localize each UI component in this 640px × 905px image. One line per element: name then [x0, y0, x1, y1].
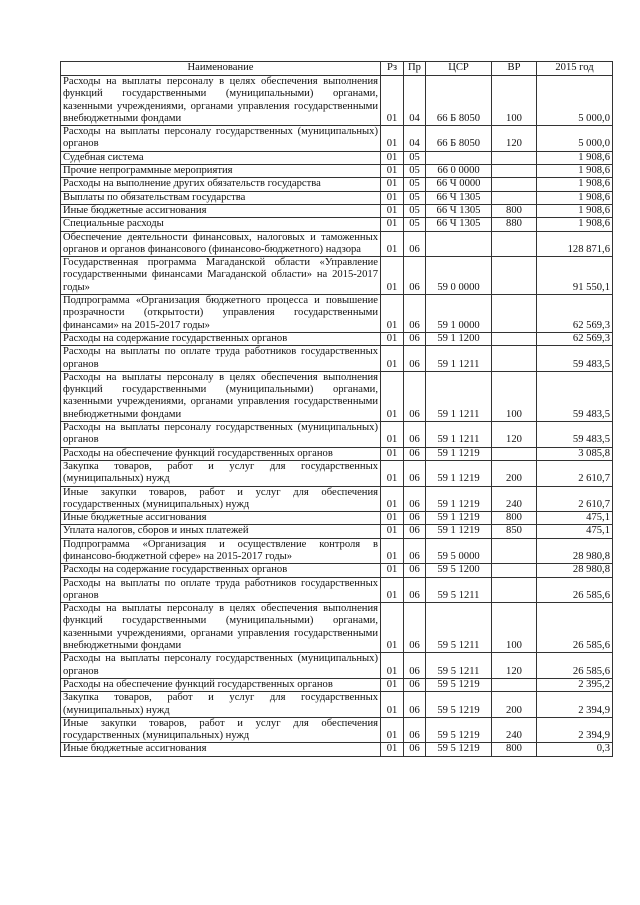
row-name: Расходы на выплаты по оплате труда работников государственных органов	[61, 346, 381, 372]
row-rz: 01	[381, 332, 404, 345]
row-name: Судебная система	[61, 151, 381, 164]
row-name: Расходы на обеспечение функций государственных органов	[61, 678, 381, 691]
row-amount: 26 585,6	[537, 653, 613, 679]
row-pr: 06	[404, 538, 426, 564]
row-name: Государственная программа Магаданской области «Управление государственными финансами Магаданской области» на 2015-2017 годы»	[61, 257, 381, 295]
row-name: Расходы на выплаты персоналу в целях обеспечения выполнения функций государственными (муниципальными) органами, казенными учреждениями, органами управления государственными внебюджетными фондами	[61, 603, 381, 653]
row-amount: 3 085,8	[537, 447, 613, 460]
row-vr	[492, 346, 537, 372]
header-rz: Рз	[381, 62, 404, 76]
row-amount: 2 394,9	[537, 717, 613, 743]
row-amount: 26 585,6	[537, 603, 613, 653]
row-rz: 01	[381, 525, 404, 538]
table-row	[61, 257, 613, 295]
row-name: Специальные расходы	[61, 218, 381, 231]
row-amount: 5 000,0	[537, 76, 613, 126]
row-name: Иные закупки товаров, работ и услуг для обеспечения государственных (муниципальных) нужд	[61, 486, 381, 512]
row-pr: 06	[404, 525, 426, 538]
row-pr: 06	[404, 486, 426, 512]
row-csr: 59 1 1211	[426, 371, 492, 421]
row-vr: 200	[492, 460, 537, 486]
row-rz: 01	[381, 538, 404, 564]
row-csr: 59 5 1219	[426, 743, 492, 756]
table-row	[61, 653, 613, 679]
row-name: Расходы на выплаты персоналу в целях обеспечения выполнения функций государственными (муниципальными) органами, казенными учреждениями, органами управления государственными внебюджетными фондами	[61, 371, 381, 421]
row-amount: 28 980,8	[537, 564, 613, 577]
row-pr: 06	[404, 678, 426, 691]
table-row	[61, 231, 613, 257]
row-name: Расходы на выплаты по оплате труда работников государственных органов	[61, 577, 381, 603]
row-csr: 59 1 1211	[426, 346, 492, 372]
row-rz: 01	[381, 460, 404, 486]
row-amount: 5 000,0	[537, 126, 613, 152]
row-csr: 66 Ч 1305	[426, 218, 492, 231]
row-amount: 62 569,3	[537, 332, 613, 345]
row-rz: 01	[381, 447, 404, 460]
table-row	[61, 717, 613, 743]
table-row	[61, 486, 613, 512]
row-csr: 59 0 0000	[426, 257, 492, 295]
row-csr: 59 1 0000	[426, 295, 492, 333]
row-amount: 59 483,5	[537, 422, 613, 448]
row-vr: 100	[492, 371, 537, 421]
row-vr: 100	[492, 76, 537, 126]
row-rz: 01	[381, 692, 404, 718]
row-pr: 06	[404, 653, 426, 679]
row-rz: 01	[381, 191, 404, 204]
row-vr	[492, 151, 537, 164]
table-row	[61, 512, 613, 525]
table-row	[61, 76, 613, 126]
row-rz: 01	[381, 178, 404, 191]
row-csr: 59 5 1211	[426, 603, 492, 653]
row-vr: 800	[492, 512, 537, 525]
row-amount: 475,1	[537, 512, 613, 525]
header-name: Наименование	[61, 62, 381, 76]
row-csr: 59 5 1219	[426, 717, 492, 743]
row-rz: 01	[381, 76, 404, 126]
row-csr: 59 5 1211	[426, 577, 492, 603]
row-rz: 01	[381, 346, 404, 372]
row-name: Подпрограмма «Организация бюджетного процесса и повышение прозрачности (открытости) управления государственными финансами» на 2015-2017 годы»	[61, 295, 381, 333]
row-pr: 05	[404, 178, 426, 191]
row-amount: 2 610,7	[537, 460, 613, 486]
row-name: Закупка товаров, работ и услуг для государственных (муниципальных) нужд	[61, 692, 381, 718]
table-row	[61, 295, 613, 333]
row-vr	[492, 564, 537, 577]
table-row	[61, 538, 613, 564]
row-pr: 06	[404, 422, 426, 448]
table-row	[61, 126, 613, 152]
row-pr: 06	[404, 371, 426, 421]
row-csr: 66 0 0000	[426, 165, 492, 178]
table-row	[61, 204, 613, 217]
row-name: Расходы на содержание государственных органов	[61, 564, 381, 577]
row-pr: 06	[404, 692, 426, 718]
row-vr	[492, 191, 537, 204]
row-rz: 01	[381, 231, 404, 257]
row-amount: 59 483,5	[537, 346, 613, 372]
row-amount: 1 908,6	[537, 191, 613, 204]
row-vr: 120	[492, 126, 537, 152]
table-body	[61, 76, 613, 757]
row-vr: 120	[492, 422, 537, 448]
row-pr: 06	[404, 717, 426, 743]
row-rz: 01	[381, 126, 404, 152]
row-csr: 66 Ч 0000	[426, 178, 492, 191]
header-year: 2015 год	[537, 62, 613, 76]
row-name: Выплаты по обязательствам государства	[61, 191, 381, 204]
row-pr: 06	[404, 460, 426, 486]
row-vr	[492, 678, 537, 691]
table-row	[61, 678, 613, 691]
row-amount: 475,1	[537, 525, 613, 538]
row-amount: 1 908,6	[537, 178, 613, 191]
row-csr: 59 1 1219	[426, 486, 492, 512]
row-csr: 59 1 1200	[426, 332, 492, 345]
row-pr: 06	[404, 512, 426, 525]
table-row	[61, 603, 613, 653]
row-vr: 850	[492, 525, 537, 538]
row-pr: 06	[404, 295, 426, 333]
row-pr: 06	[404, 577, 426, 603]
table-row	[61, 447, 613, 460]
row-csr: 59 1 1211	[426, 422, 492, 448]
row-csr: 59 5 1219	[426, 692, 492, 718]
row-pr: 04	[404, 76, 426, 126]
row-vr: 240	[492, 486, 537, 512]
header-csr: ЦСР	[426, 62, 492, 76]
row-csr: 66 Ч 1305	[426, 204, 492, 217]
row-rz: 01	[381, 603, 404, 653]
row-amount: 0,3	[537, 743, 613, 756]
row-rz: 01	[381, 564, 404, 577]
row-name: Закупка товаров, работ и услуг для государственных (муниципальных) нужд	[61, 460, 381, 486]
row-name: Расходы на выплаты персоналу государственных (муниципальных) органов	[61, 653, 381, 679]
header-pr: Пр	[404, 62, 426, 76]
row-rz: 01	[381, 577, 404, 603]
table-row	[61, 165, 613, 178]
row-vr: 240	[492, 717, 537, 743]
row-vr	[492, 165, 537, 178]
row-rz: 01	[381, 512, 404, 525]
row-amount: 2 394,9	[537, 692, 613, 718]
row-amount: 59 483,5	[537, 371, 613, 421]
row-name: Расходы на обеспечение функций государственных органов	[61, 447, 381, 460]
row-csr: 59 5 1219	[426, 678, 492, 691]
row-vr	[492, 577, 537, 603]
table-row	[61, 346, 613, 372]
row-amount: 1 908,6	[537, 204, 613, 217]
row-name: Иные бюджетные ассигнования	[61, 512, 381, 525]
row-vr	[492, 447, 537, 460]
row-csr: 59 1 1219	[426, 447, 492, 460]
row-vr: 120	[492, 653, 537, 679]
row-amount: 128 871,6	[537, 231, 613, 257]
document-page	[60, 61, 612, 757]
row-rz: 01	[381, 218, 404, 231]
row-name: Уплата налогов, сборов и иных платежей	[61, 525, 381, 538]
table-row	[61, 525, 613, 538]
row-name: Расходы на выплаты персоналу в целях обеспечения выполнения функций государственными (муниципальными) органами, казенными учреждениями, органами управления государственными внебюджетными фондами	[61, 76, 381, 126]
table-row	[61, 371, 613, 421]
table-row	[61, 577, 613, 603]
header-vr: ВР	[492, 62, 537, 76]
row-rz: 01	[381, 678, 404, 691]
row-name: Расходы на выполнение других обязательств государства	[61, 178, 381, 191]
row-rz: 01	[381, 653, 404, 679]
row-pr: 06	[404, 447, 426, 460]
table-row	[61, 564, 613, 577]
budget-table	[60, 61, 613, 757]
row-vr	[492, 178, 537, 191]
row-rz: 01	[381, 371, 404, 421]
row-rz: 01	[381, 743, 404, 756]
table-row	[61, 332, 613, 345]
row-vr: 800	[492, 204, 537, 217]
row-pr: 06	[404, 332, 426, 345]
row-amount: 91 550,1	[537, 257, 613, 295]
row-pr: 06	[404, 603, 426, 653]
row-vr	[492, 332, 537, 345]
row-amount: 62 569,3	[537, 295, 613, 333]
row-csr: 66 Б 8050	[426, 126, 492, 152]
row-rz: 01	[381, 486, 404, 512]
row-name: Обеспечение деятельности финансовых, налоговых и таможенных органов и органов финансового (финансово-бюджетного) надзора	[61, 231, 381, 257]
table-row	[61, 692, 613, 718]
row-csr: 66 Ч 1305	[426, 191, 492, 204]
row-amount: 1 908,6	[537, 165, 613, 178]
row-pr: 06	[404, 231, 426, 257]
row-pr: 06	[404, 743, 426, 756]
row-name: Подпрограмма «Организация и осуществление контроля в финансово-бюджетной сфере» на 2015-2017 годы»	[61, 538, 381, 564]
row-csr: 66 Б 8050	[426, 76, 492, 126]
row-csr: 59 1 1219	[426, 512, 492, 525]
row-amount: 2 610,7	[537, 486, 613, 512]
row-amount: 1 908,6	[537, 151, 613, 164]
row-vr	[492, 538, 537, 564]
row-vr	[492, 295, 537, 333]
row-vr	[492, 231, 537, 257]
row-name: Иные закупки товаров, работ и услуг для обеспечения государственных (муниципальных) нужд	[61, 717, 381, 743]
row-name: Расходы на выплаты персоналу государственных (муниципальных) органов	[61, 422, 381, 448]
row-pr: 05	[404, 165, 426, 178]
row-rz: 01	[381, 151, 404, 164]
row-rz: 01	[381, 204, 404, 217]
row-name: Расходы на содержание государственных органов	[61, 332, 381, 345]
row-name: Прочие непрограммные мероприятия	[61, 165, 381, 178]
row-amount: 26 585,6	[537, 577, 613, 603]
row-csr: 59 1 1219	[426, 525, 492, 538]
row-vr: 200	[492, 692, 537, 718]
row-pr: 04	[404, 126, 426, 152]
row-rz: 01	[381, 295, 404, 333]
row-rz: 01	[381, 717, 404, 743]
table-row	[61, 743, 613, 756]
row-vr: 800	[492, 743, 537, 756]
row-name: Иные бюджетные ассигнования	[61, 743, 381, 756]
row-pr: 05	[404, 204, 426, 217]
table-row	[61, 178, 613, 191]
row-amount: 1 908,6	[537, 218, 613, 231]
table-header-row	[61, 62, 613, 76]
table-row	[61, 151, 613, 164]
row-pr: 06	[404, 346, 426, 372]
row-rz: 01	[381, 422, 404, 448]
row-pr: 06	[404, 564, 426, 577]
row-csr	[426, 151, 492, 164]
row-amount: 2 395,2	[537, 678, 613, 691]
row-vr: 880	[492, 218, 537, 231]
row-pr: 05	[404, 191, 426, 204]
table-row	[61, 218, 613, 231]
row-csr: 59 5 0000	[426, 538, 492, 564]
table-row	[61, 191, 613, 204]
row-vr	[492, 257, 537, 295]
row-csr	[426, 231, 492, 257]
table-row	[61, 422, 613, 448]
row-csr: 59 1 1219	[426, 460, 492, 486]
row-amount: 28 980,8	[537, 538, 613, 564]
row-name: Иные бюджетные ассигнования	[61, 204, 381, 217]
row-pr: 05	[404, 218, 426, 231]
row-pr: 05	[404, 151, 426, 164]
row-csr: 59 5 1211	[426, 653, 492, 679]
row-pr: 06	[404, 257, 426, 295]
row-rz: 01	[381, 165, 404, 178]
table-row	[61, 460, 613, 486]
row-rz: 01	[381, 257, 404, 295]
row-vr: 100	[492, 603, 537, 653]
row-name: Расходы на выплаты персоналу государственных (муниципальных) органов	[61, 126, 381, 152]
row-csr: 59 5 1200	[426, 564, 492, 577]
